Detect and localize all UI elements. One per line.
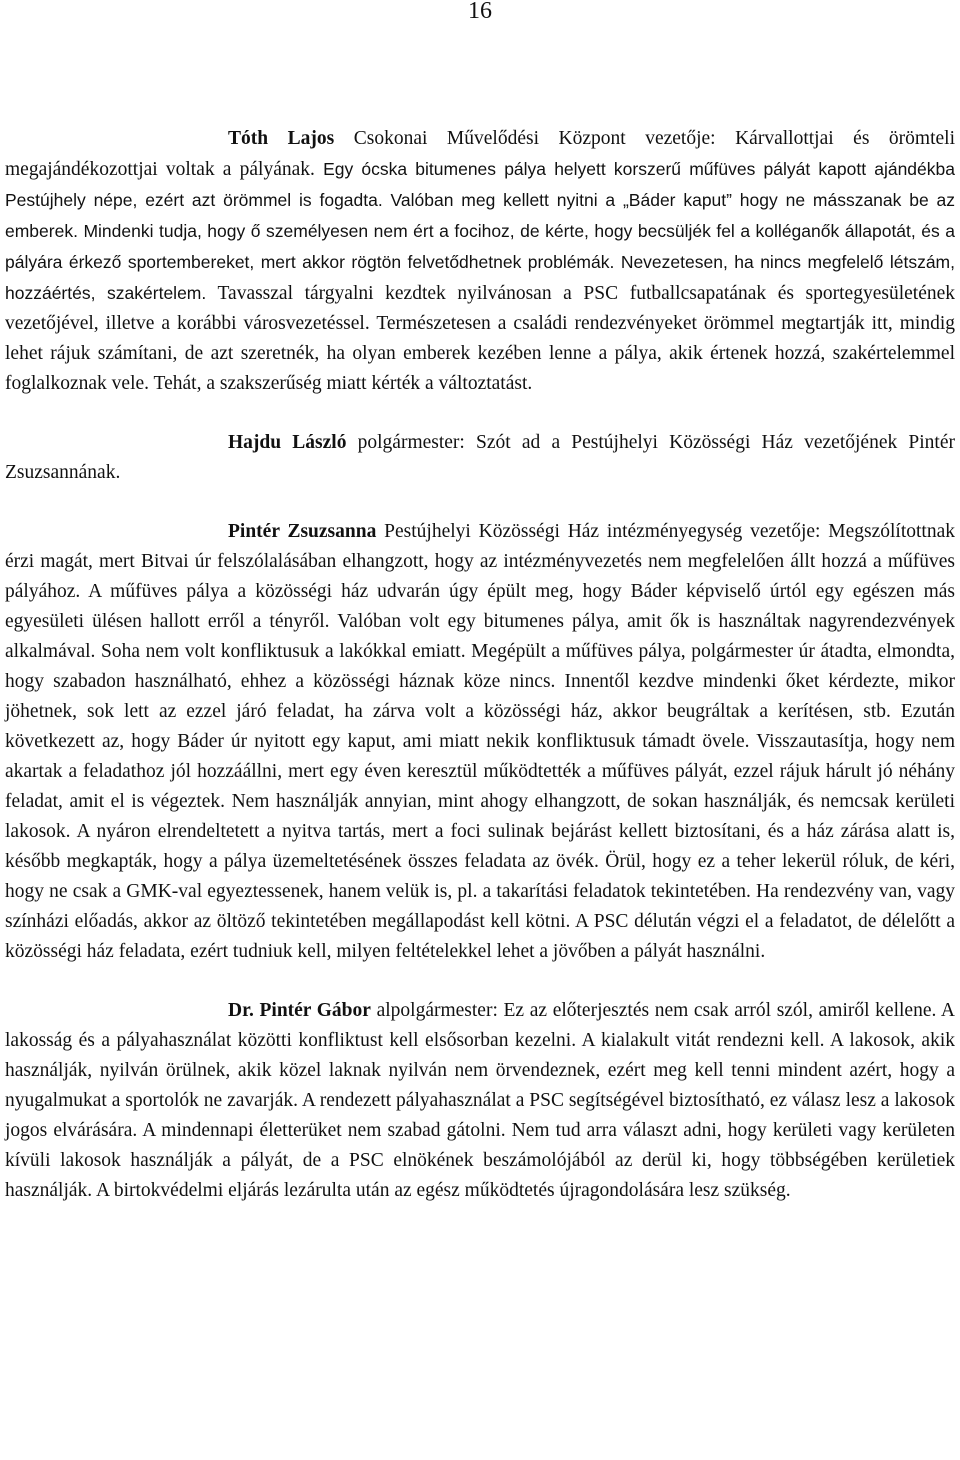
paragraph-text-sans: Egy ócska bitumenes pálya helyett korszerű műfüves pályát kapott ajándékba Pestújhely népe, ezért azt örömmel is fogadta. Valóban meg kellett nyitni a „Báder kaput” hogy ne másszanak be az emberek. Mindenki tudja, hogy ő személyesen nem ért a focihoz, de kérte, hogy becsüljék fel a kolléganők állapotát, és a pályára érkező sportembereket, mert akkor rögtön felvetődhetnek problémák. Nevezetesen, ha nincs megfelelő létszám, hozzáértés, szakértelem. — [5, 159, 955, 303]
speaker-role-text: Pestújhelyi Közösségi Ház intézményegység vezetője: Megszólítottnak érzi magát, mert Bitvai úr felszólalásában elhangzott, hogy az intézményvezetés nem megfelelően állt hozzá a műfüves pályához. A műfüves pálya a közösségi ház udvarán úgy épült meg, hogy Báder képviselő úrtól egy egészen más egyesületi ülésen hallott erről a tényről. Valóban volt egy bitumenes pálya, amit ők is használtak nagyrendezvények alkalmával. Soha nem volt konfliktusuk a lakókkal emiatt. Megépült a műfüves pálya, polgármester úr átadta, elmondta, hogy szabadon használható, ehhez a közösségi háznak köze nincs. Innentől kezdve mindenki őket kérdezte, mikor jöhetnek, sok lett az ezzel járó feladat, ha zárva volt a közösségi ház, akkor beugráltak a kerítésen, stb. Ezután következett az, hogy Báder úr nyitott egy kaput, ami miatt nekik konfliktusuk támadt övele. Visszautasítja, hogy nem akartak a feladathoz jól hozzáállni, mert egy éven keresztül működtették a műfüves pályát, ezzel rájuk hárult jó néhány feladat, amit el is végeztek. Nem használják annyian, mint ahogy elhangzott, de sokan használják, és nemcsak kerületi lakosok. A nyáron elrendeltetett a nyitva tartás, mert a foci sulinak bejárást kellett biztosítani, és a ház zárása alatt is, később megkapták, hogy a pálya üzemeltetésének összes feladata az övék. Örül, hogy ez a teher lekerül róluk, de kéri, hogy ne csak a GMK-val egyeztessenek, hanem velük is, pl. a takarítási feladatok tekintetében. Ha rendezvény van, vagy színházi előadás, akkor az öltöző tekintetében megállapodást kell kötni. A PSC délután végzi el a feladatot, de délelőtt a közösségi ház feladata, ezért tudniuk kell, milyen feltételekkel lehet a jövőben a pályát használni. — [5, 521, 956, 962]
speaker-role-text: Csokonai Művelődési Központ vezetője: Kárvallottjai és örömteli megajándékozottjai voltak a pályának. — [5, 128, 955, 180]
paragraph-toth-lajos — [5, 124, 955, 399]
speaker-role-text: alpolgármester: Ez az előterjesztés nem csak arról szól, amiről kellene. A lakosság és a pályahasználat közötti konfliktust kell elsősorban kezelni. A kialakult vitát rendezni kell. A lakosok, akik használják, nyilván örülnek, akik közel laknak nyilván nem örvendeznek, ezért meg kell tenni mindent azért, hogy a nyugalmukat a sportolók ne zavarják. A rendezett pályahasználat a PSC segítségével biztosítható, ez válasz lesz a lakosok jogos elvárására. A mindennapi életterüket nem szabad gátolni. Nem tud arra választ adni, hogy kerületi vagy kerületen kívüli lakosok használják a pályát, de a PSC elnökének beszámolójából az derül ki, hogy többségében kerületiek használják. A birtokvédelmi eljárás lezárulta után az egész működtetés újragondolására lesz szükség. — [5, 1000, 956, 1201]
speaker-name: Hajdu László — [228, 432, 347, 453]
paragraph-pinter-gabor — [5, 996, 955, 1206]
speaker-prefix: Dr. — [228, 1000, 254, 1021]
paragraph-text-serif: Tavasszal tárgyalni kezdtek nyilvánosan a PSC futballcsapatának és sportegyesületének vezetőjével, illetve a korábbi városvezetéssel. Természetesen a családi rendezvényeket örömmel megtartják itt, mindig lehet rájuk számítani, de azt szeretnék, ha olyan emberek kezében lenne a pálya, akik értenek hozzá, szakértelemmel foglalkoznak vele. Tehát, a szakszerűség miatt kérték a változtatást. — [5, 283, 955, 394]
paragraph-hajdu-laszlo — [5, 428, 955, 488]
speaker-name: Pintér Gábor — [259, 1000, 371, 1021]
page-number: 16 — [468, 0, 492, 24]
speaker-name: Pintér Zsuzsanna — [228, 521, 377, 542]
paragraph-pinter-zsuzsanna — [5, 517, 955, 967]
document-body — [5, 124, 955, 1206]
speaker-role-text: polgármester: Szót ad a Pestújhelyi Közösségi Ház vezetőjének Pintér Zsuzsannának. — [5, 432, 955, 483]
speaker-name: Tóth Lajos — [228, 128, 335, 149]
